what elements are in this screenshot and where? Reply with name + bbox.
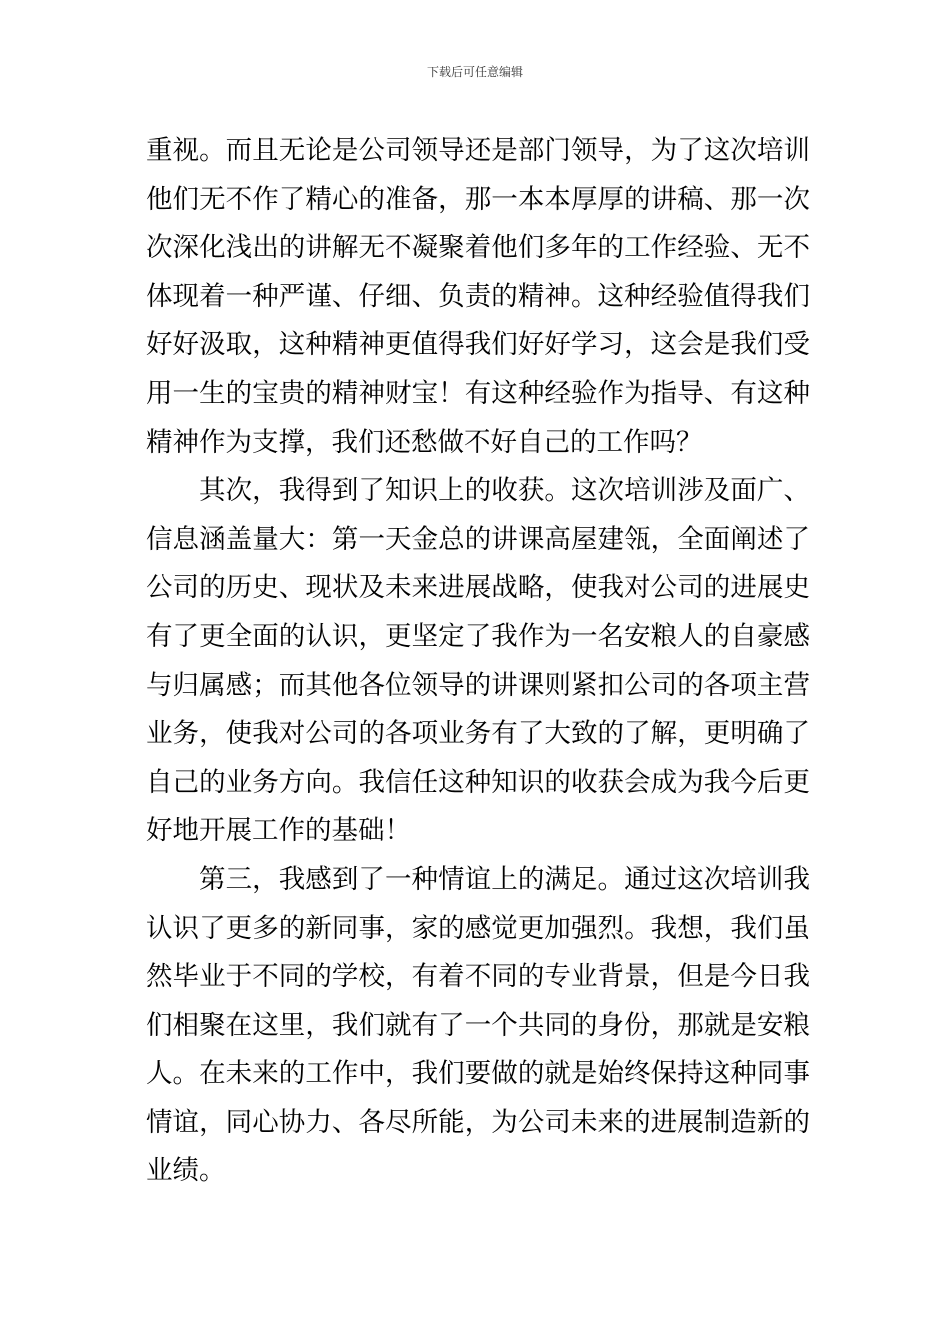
paragraph-3: [146, 856, 810, 1196]
text-line: 情谊，同心协力、各尽所能，为公司未来的进展制造新的: [146, 1106, 810, 1138]
text-line: 然毕业于不同的学校，有着不同的专业背景，但是今日我: [146, 961, 810, 993]
text-line: 人。在未来的工作中，我们要做的就是始终保持这种同事: [146, 1058, 810, 1090]
paragraph-2: [146, 467, 810, 856]
text-line: 精神作为支撑，我们还愁做不好自己的工作吗？: [146, 426, 703, 458]
text-line: 用一生的宝贵的精神财宝！有这种经验作为指导、有这种: [146, 377, 810, 409]
text-line: 第三，我感到了一种情谊上的满足。通过这次培训我: [199, 863, 810, 895]
document-body: [146, 127, 810, 1196]
text-line: 公司的历史、现状及未来进展战略，使我对公司的进展史: [146, 572, 810, 604]
text-line: 信息涵盖量大：第一天金总的讲课高屋建瓴，全面阐述了: [146, 523, 810, 555]
text-line: 认识了更多的新同事，家的感觉更加强烈。我想，我们虽: [146, 912, 810, 944]
text-line: 有了更全面的认识，更坚定了我作为一名安粮人的自豪感: [146, 620, 810, 652]
page-header: 下载后可任意编辑: [426, 65, 523, 79]
text-line: 重视。而且无论是公司领导还是部门领导，为了这次培训: [146, 135, 810, 166]
text-line: 他们无不作了精心的准备，那一本本厚厚的讲稿、那一次: [146, 183, 810, 215]
text-line: 好地开展工作的基础！: [146, 815, 411, 847]
text-line: 业务，使我对公司的各项业务有了大致的了解，更明确了: [146, 718, 810, 750]
text-line: 体现着一种严谨、仔细、负责的精神。这种经验值得我们: [146, 280, 810, 312]
paragraph-1: [146, 127, 810, 467]
text-line: 好好汲取，这种精神更值得我们好好学习，这会是我们受: [146, 329, 810, 361]
text-line: 自己的业务方向。我信任这种知识的收获会成为我今后更: [146, 766, 810, 798]
text-line: 业绩。: [146, 1155, 226, 1187]
text-line: 次深化浅出的讲解无不凝聚着他们多年的工作经验、无不: [146, 232, 810, 264]
text-line: 们相聚在这里，我们就有了一个共同的身份，那就是安粮: [146, 1009, 810, 1041]
text-line: 与归属感；而其他各位领导的讲课则紧扣公司的各项主营: [146, 669, 810, 701]
text-line: 其次，我得到了知识上的收获。这次培训涉及面广、: [199, 475, 810, 507]
